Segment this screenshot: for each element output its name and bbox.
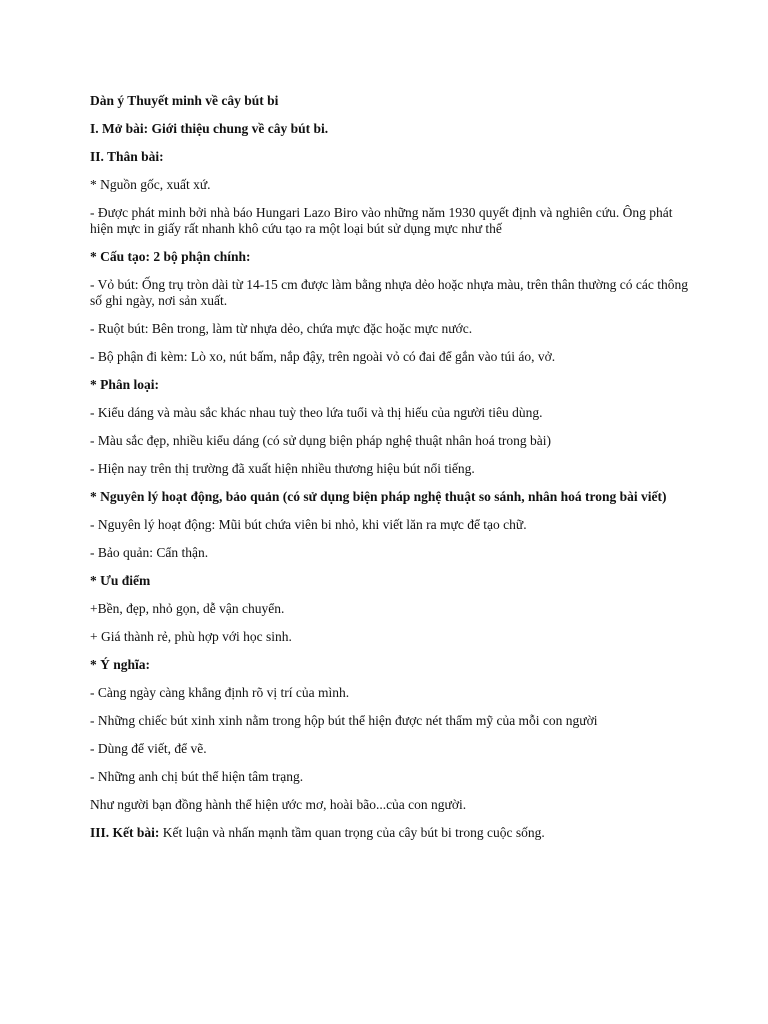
conclusion-text: Kết luận và nhấn mạnh tầm quan trọng của cây bút bi trong cuộc sống. — [159, 825, 545, 840]
advantages-item: + Giá thành rẻ, phù hợp với học sinh. — [90, 629, 292, 644]
meaning-item: - Những chiếc bút xinh xinh nằm trong hộp bút thể hiện được nét thẩm mỹ của mỗi con người — [90, 713, 598, 728]
document-title: Dàn ý Thuyết minh về cây bút bi — [90, 93, 279, 108]
origin-heading: * Nguồn gốc, xuất xứ. — [90, 177, 211, 192]
origin-text: - Được phát minh bởi nhà báo Hungari Lazo Biro vào những năm 1930 quyết định và nghiên cứu. Ông phát hiện mực in giấy rất nhanh khô cứu tạo ra một loại bút sử dụng mực như thế — [90, 205, 673, 236]
types-item: - Màu sắc đẹp, nhiều kiểu dáng (có sử dụng biện pháp nghệ thuật nhân hoá trong bài) — [90, 433, 551, 448]
intro-section: I. Mở bài: Giới thiệu chung về cây bút bi. — [90, 121, 329, 136]
conclusion-label: III. Kết bài: — [90, 825, 160, 840]
structure-item: - Vỏ bút: Ống trụ tròn dài từ 14-15 cm được làm bằng nhựa dẻo hoặc nhựa màu, trên thân thường có các thông số ghi ngày, nơi sản xuất. — [90, 277, 688, 308]
conclusion-section — [90, 825, 688, 841]
types-item: - Kiểu dáng và màu sắc khác nhau tuỳ theo lứa tuổi và thị hiếu của người tiêu dùng. — [90, 405, 543, 420]
types-item: - Hiện nay trên thị trường đã xuất hiện nhiều thương hiệu bút nổi tiếng. — [90, 461, 475, 476]
types-heading: * Phân loại: — [90, 377, 160, 392]
principle-heading: * Nguyên lý hoạt động, bảo quản (có sử dụng biện pháp nghệ thuật so sánh, nhân hoá trong bài viết) — [90, 489, 667, 504]
meaning-item: Như người bạn đồng hành thể hiện ước mơ, hoài bão...của con người. — [90, 797, 467, 812]
meaning-item: - Những anh chị bút thể hiện tâm trạng. — [90, 769, 304, 784]
structure-item: - Ruột bút: Bên trong, làm từ nhựa dẻo, chứa mực đặc hoặc mực nước. — [90, 321, 473, 336]
structure-heading: * Cấu tạo: 2 bộ phận chính: — [90, 249, 251, 264]
principle-item: - Nguyên lý hoạt động: Mũi bút chứa viên bi nhỏ, khi viết lăn ra mực để tạo chữ. — [90, 517, 527, 532]
advantages-heading: * Ưu điểm — [90, 573, 151, 588]
meaning-item: - Càng ngày càng khẳng định rõ vị trí của mình. — [90, 685, 350, 700]
body-heading: II. Thân bài: — [90, 149, 164, 164]
advantages-item: +Bền, đẹp, nhỏ gọn, dễ vận chuyển. — [90, 601, 285, 616]
structure-item: - Bộ phận đi kèm: Lò xo, nút bấm, nắp đậy, trên ngoài vỏ có đai để gắn vào túi áo, vở. — [90, 349, 556, 364]
meaning-heading: * Ý nghĩa: — [90, 657, 151, 672]
principle-item: - Bảo quản: Cẩn thận. — [90, 545, 209, 560]
meaning-item: - Dùng để viết, để vẽ. — [90, 741, 207, 756]
